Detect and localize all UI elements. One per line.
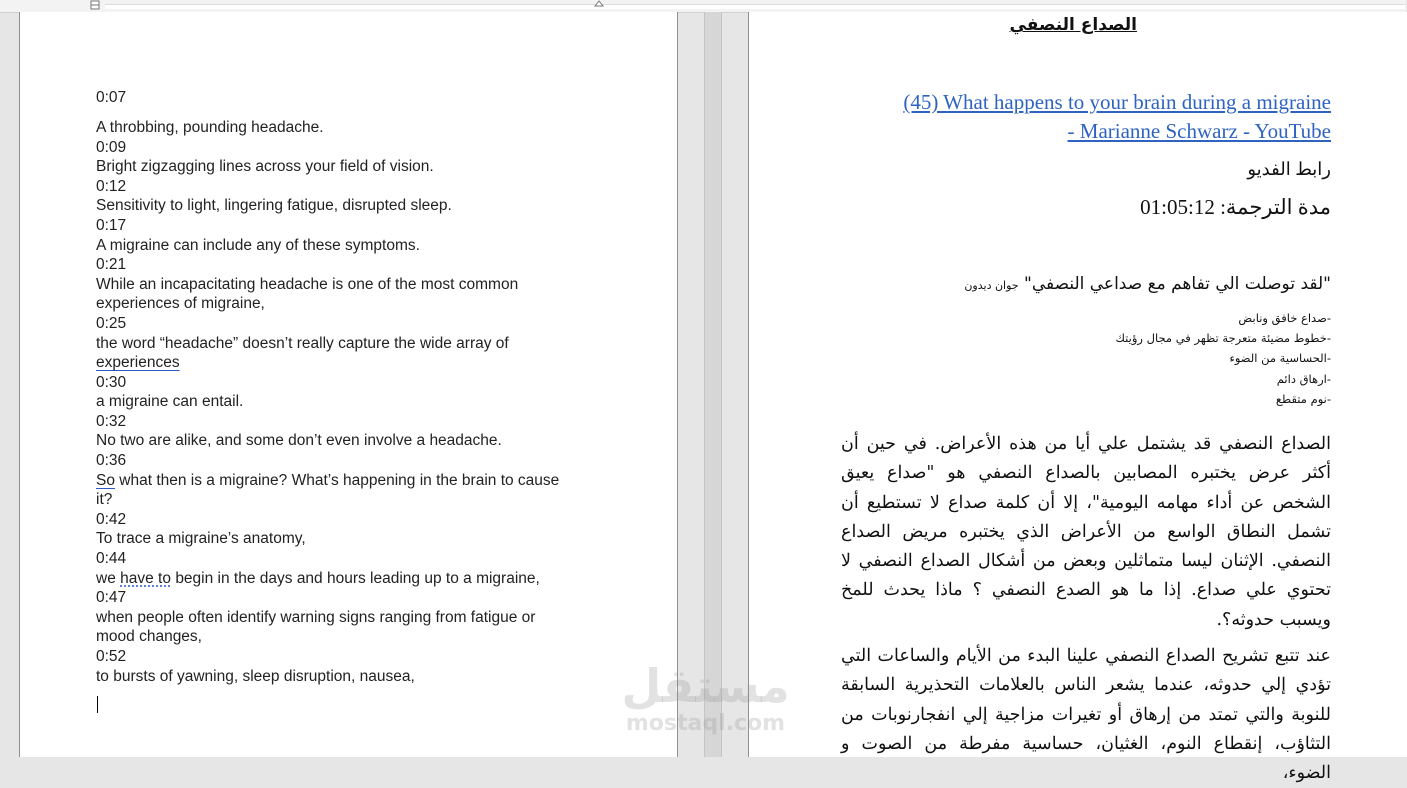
video-link-label: رابط الفديو xyxy=(1247,159,1331,179)
timestamp: 0:42 xyxy=(96,510,127,528)
timestamp: 0:44 xyxy=(96,550,127,568)
ruler-strip xyxy=(105,4,1405,9)
quote-text: "لقد توصلت الي تفاهم مع صداعي النصفي" xyxy=(1024,274,1331,294)
transcript-line: experiences of migraine, xyxy=(96,295,265,313)
transcript-line: mood changes, xyxy=(96,628,202,646)
transcript-line: A throbbing, pounding headache. xyxy=(96,118,324,136)
timestamp: 0:17 xyxy=(96,216,127,234)
left-indent-marker-icon[interactable] xyxy=(90,0,100,10)
document-title: الصداع النصفي xyxy=(1009,15,1137,35)
symptom-item: -خطوط مضيئة متعرجة تظهر في مجال رؤيتك xyxy=(1115,331,1331,346)
english-transcript xyxy=(96,88,596,686)
timestamp: 0:52 xyxy=(96,648,127,666)
transcript-line xyxy=(96,569,596,589)
page-gap-divider xyxy=(704,12,722,757)
opening-quote xyxy=(964,271,1331,299)
transcript-line: when people often identify warning signs ranging from fatigue or xyxy=(96,608,536,626)
video-link-line[interactable]: - Marianne Schwarz - YouTube xyxy=(1067,119,1331,143)
transcript-text: begin in the days and hours leading up to a migraine, xyxy=(175,569,540,587)
arabic-paragraph: الصداع النصفي قد يشتمل علي أيا من هذه الأعراض. في حين أن أكثر عرض يختبره المصابين بالصداع النصفي هو "صداع يعيق الشخص عن أداء مهامه اليومية"، إلا أن كلمة صداع لا تستطيع أن تشمل النطاق الواسع من الأعراض الذي يختبره مريض الصداع النصفي. الإثنان ليسا متماثلين وبعض من أشكال الصداع النصفي لا تحتوي علي صداع. إذا ما هو الصدع النصفي ؟ ماذا يحدث للمخ ويسبب حدوثه؟. xyxy=(841,434,1331,630)
video-hyperlink[interactable] xyxy=(831,88,1331,146)
timestamp: 0:47 xyxy=(96,589,127,607)
transcript-line: No two are alike, and some don’t even involve a headache. xyxy=(96,432,502,450)
symptom-item: -صداع خافق ونابض xyxy=(1238,311,1331,325)
document-page-left[interactable] xyxy=(19,12,678,757)
watermark-arabic: مستقل xyxy=(621,659,790,713)
timestamp: 0:25 xyxy=(96,314,127,332)
timestamp: 0:21 xyxy=(96,256,127,274)
transcript-line: to bursts of yawning, sleep disruption, nausea, xyxy=(96,667,415,685)
transcript-line: A migraine can include any of these symptoms. xyxy=(96,236,420,254)
right-indent-marker-icon[interactable] xyxy=(594,0,604,10)
translation-duration xyxy=(1140,193,1331,222)
arabic-paragraph: عند تتبع تشريح الصداع النصفي علينا البدء من الأيام والساعات التي تؤدي إلي حدوثه، عندما يشعر الناس بالعلامات التحذيرية السابقة للنوبة والتي تمتد من إرهاق أو تغيرات مزاجية إلي انفجارنوبات من التثاؤب، إنقطاع النوم، الغثيان، حساسية مفرطة من الصوت و الضوء، xyxy=(841,646,1331,784)
timestamp: 0:12 xyxy=(96,177,127,195)
duration-value: 01:05:12 xyxy=(1140,195,1215,219)
watermark-latin: mostaql.com xyxy=(625,711,786,736)
transcript-line: To trace a migraine’s anatomy, xyxy=(96,530,306,548)
transcript-line: it? xyxy=(96,491,113,509)
transcript-text: what then is a migraine? What’s happening in the brain to cause xyxy=(119,471,560,489)
text-cursor xyxy=(97,696,98,713)
timestamp: 0:32 xyxy=(96,412,127,430)
quote-author: جوان ديدون xyxy=(964,279,1019,292)
timestamp: 0:30 xyxy=(96,373,127,391)
timestamp: 0:07 xyxy=(96,89,127,106)
transcript-line: the word “headache” doesn’t really capture the wide array of xyxy=(96,334,509,352)
transcript-line: Bright zigzagging lines across your field of vision. xyxy=(96,158,434,176)
symptom-item: -الحساسية من الضوء xyxy=(1229,351,1331,366)
transcript-line: a migraine can entail. xyxy=(96,393,244,411)
transcript-line xyxy=(96,471,596,491)
transcript-line: Sensitivity to light, lingering fatigue, disrupted sleep. xyxy=(96,197,452,215)
spelling-flagged-word[interactable]: experiences xyxy=(96,354,180,372)
video-link-line[interactable]: (45) What happens to your brain during a migraine xyxy=(903,90,1331,114)
timestamp: 0:09 xyxy=(96,138,127,156)
grammar-flagged-phrase[interactable]: have to xyxy=(120,569,171,587)
transcript-text: we xyxy=(96,569,116,587)
symptoms-list xyxy=(1115,308,1331,409)
document-page-right[interactable] xyxy=(748,12,1407,784)
symptom-item: -ارهاق دائم xyxy=(1276,371,1331,386)
transcript-line: While an incapacitating headache is one of the most common xyxy=(96,275,519,293)
grammar-flagged-word[interactable]: So xyxy=(96,471,115,489)
transcript-line xyxy=(96,353,596,373)
duration-label: مدة الترجمة: xyxy=(1220,195,1331,219)
mostaql-watermark xyxy=(618,660,793,736)
symptom-item: -نوم متقطع xyxy=(1275,391,1331,406)
timestamp: 0:36 xyxy=(96,452,127,470)
